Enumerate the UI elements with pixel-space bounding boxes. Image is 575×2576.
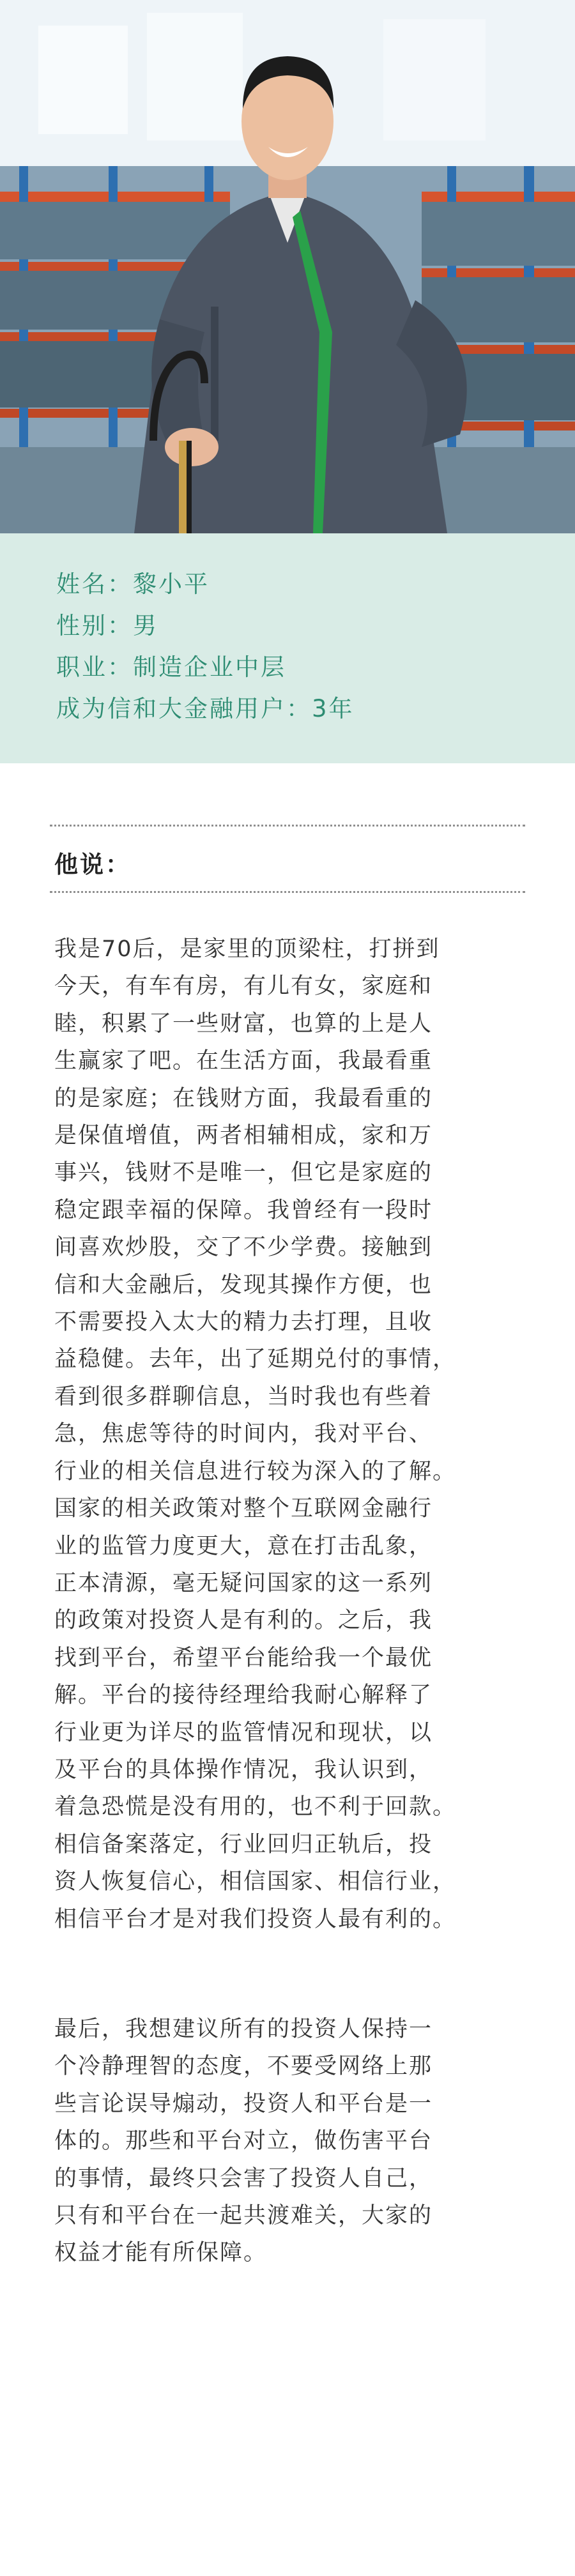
quote-heading: 他说： <box>54 851 131 878</box>
quote-line: 体的。那些和平台对立，做伤害平台 <box>54 2128 433 2154</box>
profile-gender-row <box>56 610 158 642</box>
quote-line: 的事情，最终只会害了投资人自己， <box>54 2165 433 2191</box>
quote-line: 是保值增值，两者相辅相成，家和万 <box>54 1123 433 1149</box>
quote-line: 行业的相关信息进行较为深入的了解。 <box>54 1458 457 1484</box>
divider-top <box>50 825 525 827</box>
profile-tenure-value: 3年 <box>312 695 355 722</box>
quote-line: 行业更为详尽的监管情况和现状，以 <box>54 1719 433 1746</box>
quote-line: 我是70后，是家里的顶梁柱，打拼到 <box>54 936 440 962</box>
quote-line: 最后，我想建议所有的投资人保持一 <box>54 2016 433 2042</box>
profile-gender-value: 男 <box>133 612 158 639</box>
quote-line: 信和大金融后，发现其操作方便，也 <box>54 1272 433 1298</box>
quote-line: 权益才能有所保障。 <box>54 2240 268 2266</box>
profile-job-label: 职业： <box>56 653 133 681</box>
quote-line: 的政策对投资人是有利的。之后，我 <box>54 1608 433 1634</box>
quote-line: 国家的相关政策对整个互联网金融行 <box>54 1496 433 1522</box>
quote-line: 事兴，钱财不是唯一，但它是家庭的 <box>54 1160 433 1186</box>
quote-line: 解。平台的接待经理给我耐心解释了 <box>54 1682 433 1709</box>
quote-line: 生赢家了吧。在生活方面，我最看重 <box>54 1048 433 1074</box>
profile-job-row <box>56 652 286 683</box>
profile-card <box>0 533 575 763</box>
quote-line: 的是家庭；在钱财方面，我最看重的 <box>54 1085 433 1111</box>
quote-paragraph-1 <box>54 931 530 1938</box>
quote-line: 只有和平台在一起共渡难关，大家的 <box>54 2203 433 2229</box>
quote-line: 资人恢复信心，相信国家、相信行业， <box>54 1869 457 1895</box>
hero-photo <box>0 0 575 533</box>
quote-line: 及平台的具体操作情况，我认识到， <box>54 1757 433 1783</box>
profile-name-label: 姓名： <box>56 570 133 598</box>
quote-section <box>0 763 575 2576</box>
quote-line: 个冷静理智的态度，不要受网络上那 <box>54 2054 433 2080</box>
divider-bottom <box>50 891 525 893</box>
profile-job-value: 制造企业中层 <box>133 653 286 681</box>
quote-line: 正本清源，毫无疑问国家的这一系列 <box>54 1570 433 1596</box>
quote-line: 睦，积累了一些财富，也算的上是人 <box>54 1010 433 1037</box>
quote-line: 找到平台，希望平台能给我一个最优 <box>54 1645 433 1671</box>
factory-worker-image <box>0 0 575 533</box>
quote-line: 今天，有车有房，有儿有女，家庭和 <box>54 973 433 1000</box>
quote-line: 稳定跟幸福的保障。我曾经有一段时 <box>54 1197 433 1223</box>
quote-line: 看到很多群聊信息，当时我也有些着 <box>54 1383 433 1410</box>
quote-line: 急，焦虑等待的时间内，我对平台、 <box>54 1421 433 1447</box>
quote-line: 益稳健。去年，出了延期兑付的事情， <box>54 1346 457 1373</box>
profile-tenure-row <box>56 693 355 725</box>
quote-line: 相信平台才是对我们投资人最有利的。 <box>54 1906 457 1932</box>
quote-line: 间喜欢炒股，交了不少学费。接触到 <box>54 1235 433 1261</box>
quote-line: 不需要投入太大的精力去打理，且收 <box>54 1309 433 1336</box>
profile-tenure-label: 成为信和大金融用户： <box>56 695 312 722</box>
quote-line: 着急恐慌是没有用的，也不利于回款。 <box>54 1794 457 1820</box>
quote-line: 相信备案落定，行业回归正轨后，投 <box>54 1831 433 1857</box>
profile-gender-label: 性别： <box>56 612 133 639</box>
profile-name-row <box>56 568 210 600</box>
quote-paragraph-2 <box>54 2011 530 2272</box>
quote-line: 业的监管力度更大，意在打击乱象， <box>54 1533 433 1559</box>
profile-name-value: 黎小平 <box>133 570 210 598</box>
quote-line: 些言论误导煽动，投资人和平台是一 <box>54 2091 433 2117</box>
